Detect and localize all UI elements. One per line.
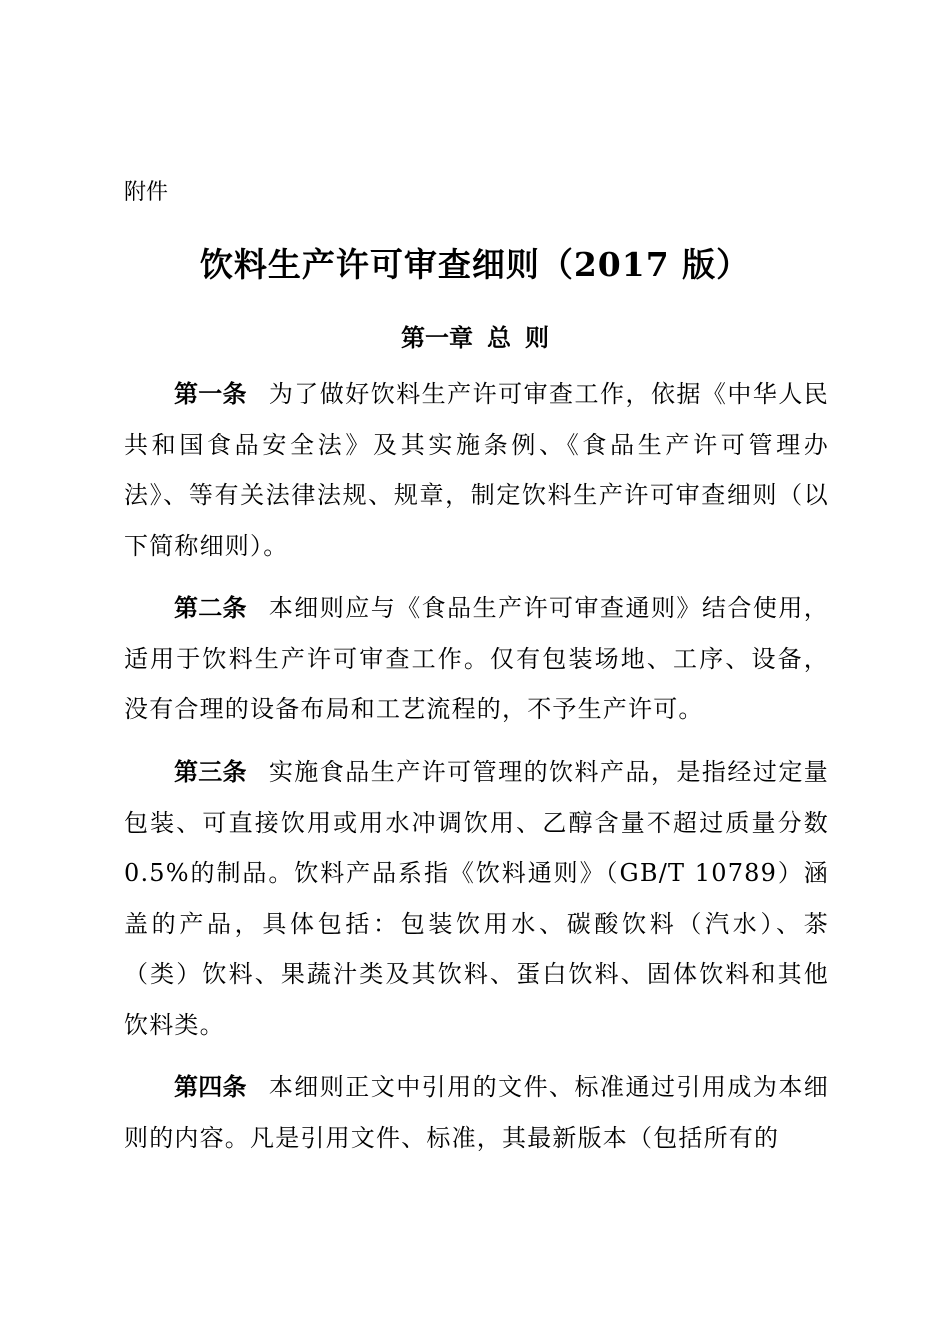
article-text: 本细则应与《食品生产许可审查通则》结合使用，适用于饮料生产许可审查工作。仅有包装场地、工序、设备，没有合理的设备布局和工艺流程的，不予生产许可。 xyxy=(124,594,829,723)
article-label: 第四条 xyxy=(174,1073,247,1101)
article-label: 第二条 xyxy=(174,594,247,622)
article-label: 第三条 xyxy=(174,758,247,786)
attachment-label: 附件 xyxy=(124,180,169,205)
chapter-title-part-2: 则 xyxy=(525,323,549,352)
article-4 xyxy=(124,1062,829,1163)
article-text: 为了做好饮料生产许可审查工作，依据《中华人民共和国食品安全法》及其实施条例、《食品生产许可管理办法》、等有关法律法规、规章，制定饮料生产许可审查细则（以下简称细则）。 xyxy=(124,380,829,560)
article-text: 本细则正文中引用的文件、标准通过引用成为本细则的内容。凡是引用文件、标准，其最新版本（包括所有的 xyxy=(124,1073,829,1152)
article-3 xyxy=(124,747,829,1050)
document-title: 饮料生产许可审查细则（2017 版） xyxy=(199,245,751,284)
article-label: 第一条 xyxy=(174,380,247,408)
chapter-title-part-1: 总 xyxy=(487,323,511,352)
article-2 xyxy=(124,583,829,735)
chapter-number: 第一章 xyxy=(401,323,473,352)
article-1 xyxy=(124,369,829,571)
chapter-heading xyxy=(0,320,950,356)
article-text: 实施食品生产许可管理的饮料产品，是指经过定量包装、可直接饮用或用水冲调饮用、乙醇含量不超过质量分数 0.5%的制品。饮料产品系指《饮料通则》（GB/T 10789）涵盖的产品，具体包括：包装饮用水、碳酸饮料（汽水）、茶（类）饮料、果蔬汁类及其饮料、蛋白饮料、固体饮料和其他饮料类。 xyxy=(124,758,829,1039)
